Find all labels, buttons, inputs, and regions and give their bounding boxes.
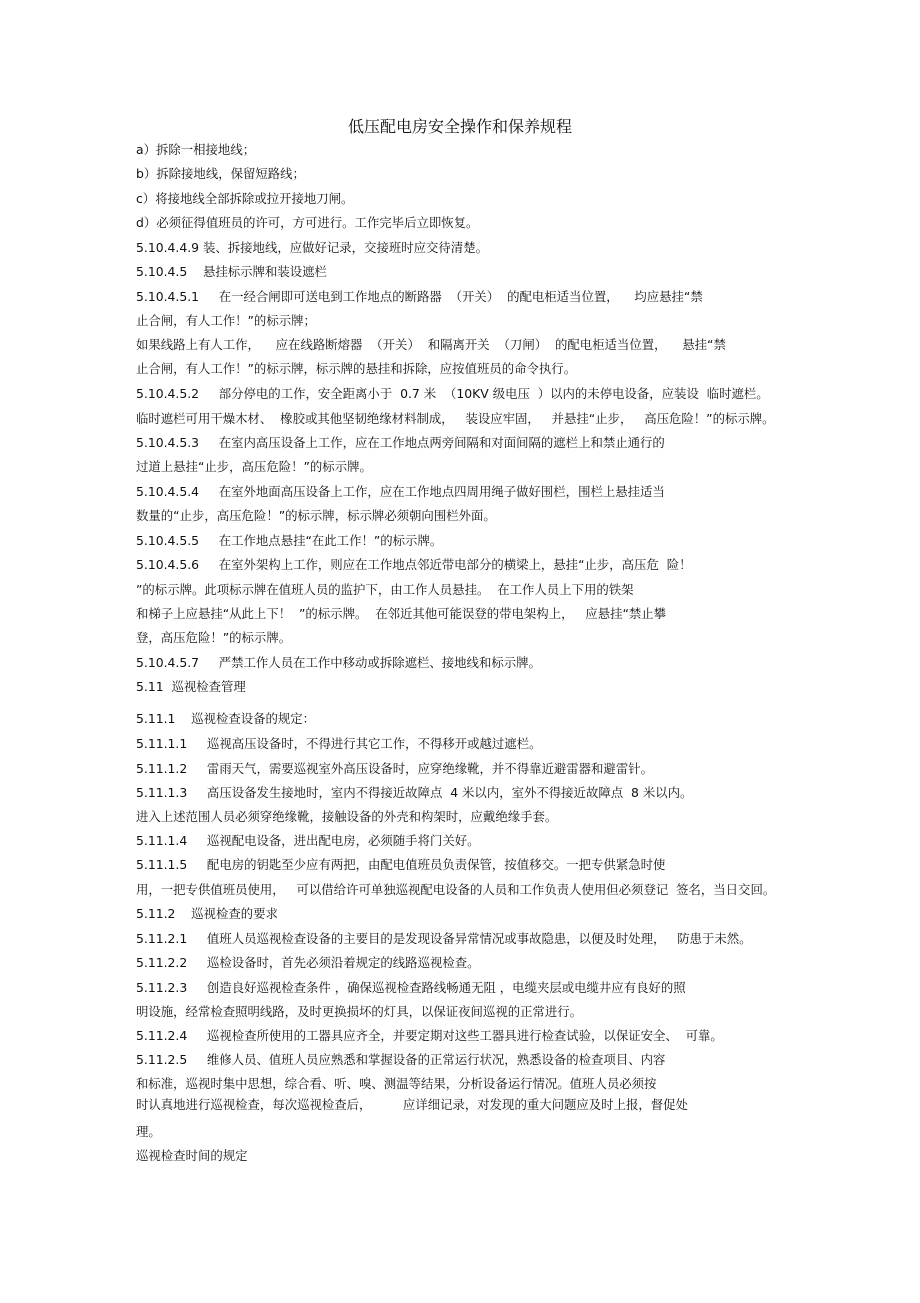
text-line: 5.10.4.5 悬挂标示牌和装设遮栏 <box>136 264 327 279</box>
text-line: 5.11.2 巡视检查的要求 <box>136 906 278 921</box>
text-line: 数量的“止步，高压危险！”的标示牌，标示牌必须朝向围栏外面。 <box>136 508 496 523</box>
text-line: a）拆除一相接地线； <box>136 142 256 157</box>
text-line: 进入上述范围人员必须穿绝缘靴，接触设备的外壳和构架时，应戴绝缘手套。 <box>136 809 558 824</box>
text-line: 时认真地进行巡视检查，每次巡视检查后， 应详细记录，对发现的重大问题应及时上报，督促处 <box>136 1097 688 1112</box>
document-title: 低压配电房安全操作和保养规程 <box>347 117 572 136</box>
text-line: 5.10.4.5.6 在室外架构上工作，则应在工作地点邻近带电部分的横梁上，悬挂“止步，高压危 险！ <box>136 557 692 572</box>
text-line: 5.11.1.1 巡视高压设备时，不得进行其它工作，不得移开或越过遮栏。 <box>136 736 542 751</box>
text-line: b）拆除接地线，保留短路线； <box>136 166 305 181</box>
section-heading: 巡视检查时间的规定 <box>136 1148 248 1163</box>
text-line: 过道上悬挂“止步，高压危险！”的标示牌。 <box>136 459 372 474</box>
text-line: 明设施，经常检查照明线路，及时更换损坏的灯具，以保证夜间巡视的正常进行。 <box>136 1004 583 1019</box>
text-line: 和标准，巡视时集中思想，综合看、听、嗅、测温等结果，分析设备运行情况。值班人员必须按 <box>136 1076 657 1091</box>
text-line: 止合闸，有人工作！”的标示牌； <box>136 313 316 328</box>
text-line: 5.10.4.5.2 部分停电的工作，安全距离小于 0.7 米 （10KV 级电压 ）以内的未停电设备，应装设 临时遮栏。 <box>136 386 769 401</box>
text-line: c）将接地线全部拆除或拉开接地刀闸。 <box>136 191 354 206</box>
text-line: 临时遮栏可用干燥木材、 橡胶或其他坚韧绝缘材料制成， 装设应牢固， 并悬挂“止步， 高压危险！”的标示牌。 <box>136 411 775 426</box>
text-line: 理。 <box>136 1124 161 1139</box>
text-line: 5.11.2.4 巡视检查所使用的工器具应齐全，并要定期对这些工器具进行检查试验，以保证安全、 可靠。 <box>136 1028 723 1043</box>
text-line: 5.11.1 巡视检查设备的规定： <box>136 711 316 726</box>
text-line: 用，一把专供值班员使用， 可以借给许可单独巡视配电设备的人员和工作负责人使用但必须登记 签名，当日交回。 <box>136 882 776 897</box>
text-line: 5.10.4.5.5 在工作地点悬挂“在此工作！”的标示牌。 <box>136 533 443 548</box>
text-line: 5.10.4.5.1 在一经合闸即可送电到工作地点的断路器 （开关） 的配电柜适当位置， 均应悬挂“禁 <box>136 289 703 304</box>
text-line: ”的标示牌。此项标示牌在值班人员的监护下，由工作人员悬挂。 在工作人员上下用的铁架 <box>136 582 634 597</box>
text-line: 止合闸，有人工作！”的标示牌，标示牌的悬挂和拆除，应按值班员的命令执行。 <box>136 361 577 376</box>
text-line: 5.10.4.5.7 严禁工作人员在工作中移动或拆除遮栏、接地线和标示牌。 <box>136 655 541 670</box>
text-line: 5.11.1.5 配电房的钥匙至少应有两把，由配电值班员负责保管，按值移交。一把专供紧急时使 <box>136 857 666 872</box>
text-line: 5.11.1.3 高压设备发生接地时，室内不得接近故障点 4 米以内，室外不得接近故障点 8 米以内。 <box>136 785 693 800</box>
text-line: 5.10.4.5.4 在室外地面高压设备上工作，应在工作地点四周用绳子做好围栏，围栏上悬挂适当 <box>136 484 665 499</box>
text-line: 登，高压危险！”的标示牌。 <box>136 630 292 645</box>
text-line: 5.10.4.4.9 装、拆接地线，应做好记录，交接班时应交待清楚。 <box>136 240 488 255</box>
text-line: 如果线路上有人工作， 应在线路断熔器 （开关） 和隔离开关 （刀闸） 的配电柜适当位置， 悬挂“禁 <box>136 337 726 352</box>
text-line: 5.11.2.3 创造良好巡视检查条件 ，确保巡视检查路线畅通无阻 ，电缆夹层或电缆井应有良好的照 <box>136 980 686 995</box>
section-heading: 5.11 巡视检查管理 <box>136 679 246 694</box>
text-line: 5.11.2.5 维修人员、值班人员应熟悉和掌握设备的正常运行状况，熟悉设备的检查项目、内容 <box>136 1052 666 1067</box>
text-line: 5.10.4.5.3 在室内高压设备上工作，应在工作地点两旁间隔和对面间隔的遮栏上和禁止通行的 <box>136 435 665 450</box>
text-line: 和梯子上应悬挂“从此上下！ ”的标示牌。 在邻近其他可能误登的带电架构上， 应悬挂“禁止攀 <box>136 606 667 621</box>
text-line: 5.11.2.1 值班人员巡视检查设备的主要目的是发现设备异常情况或事故隐患，以便及时处理， 防患于未然。 <box>136 931 752 946</box>
text-line: d）必须征得值班员的许可，方可进行。工作完毕后立即恢复。 <box>136 215 479 230</box>
text-line: 5.11.2.2 巡检设备时，首先必须沿着规定的线路巡视检查。 <box>136 955 480 970</box>
text-line: 5.11.1.2 雷雨天气，需要巡视室外高压设备时，应穿绝缘靴，并不得靠近避雷器和避雷针。 <box>136 761 653 776</box>
text-line: 5.11.1.4 巡视配电设备，进出配电房，必须随手将门关好。 <box>136 833 480 848</box>
